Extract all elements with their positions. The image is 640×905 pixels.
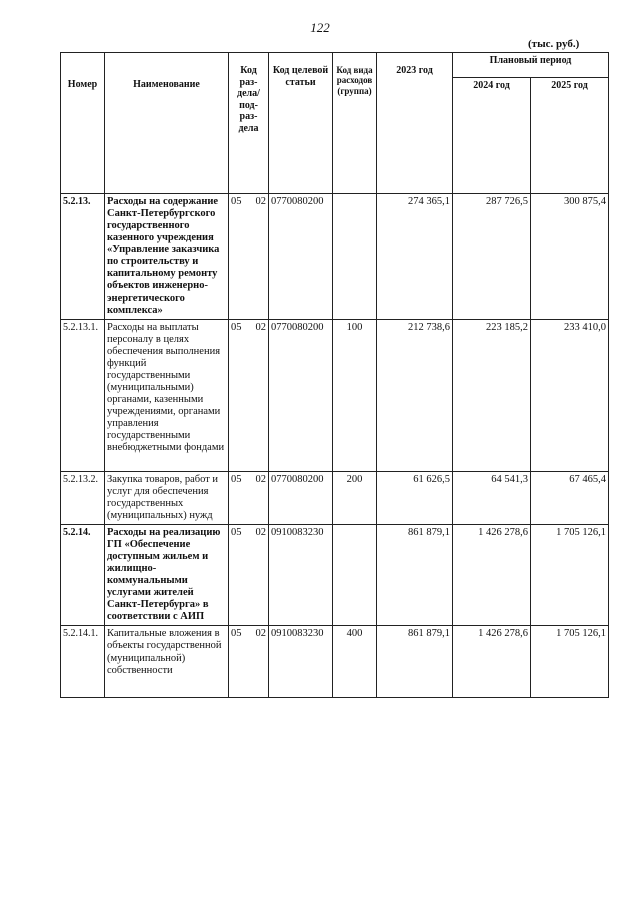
row-value-2023: 861 879,1 <box>377 626 453 698</box>
header-name: Наименование <box>105 53 229 194</box>
section-code: 05 <box>231 526 242 538</box>
row-section <box>229 319 269 471</box>
row-number: 5.2.13.2. <box>61 471 105 524</box>
row-name: Закупка товаров, работ и услуг для обеспечения государственных (муниципальных) нужд <box>105 471 229 524</box>
row-value-2025: 300 875,4 <box>531 194 609 320</box>
row-target-code: 0910083230 <box>269 626 333 698</box>
row-target-code: 0770080200 <box>269 319 333 471</box>
row-expense-type: 100 <box>333 319 377 471</box>
row-name: Расходы на выплаты персоналу в целях обеспечения выполнения функций государственными (муниципальными) органами, казенными учреждениями, органами управления государственными внебюджетными фондами <box>105 319 229 471</box>
row-target-code: 0770080200 <box>269 471 333 524</box>
header-section-code: Код раз-дела/ под-раз-дела <box>229 53 269 194</box>
header-year-2023: 2023 год <box>377 53 453 194</box>
row-value-2025: 1 705 126,1 <box>531 626 609 698</box>
row-value-2024: 223 185,2 <box>453 319 531 471</box>
page-number: 122 <box>310 20 330 35</box>
row-value-2024: 64 541,3 <box>453 471 531 524</box>
row-target-code: 0770080200 <box>269 194 333 320</box>
row-name: Расходы на содержание Санкт-Петербургского государственного казенного учреждения «Управление заказчика по строительству и капитальному ремонту объектов инженерно-энергетического комплекса» <box>105 194 229 320</box>
row-section <box>229 471 269 524</box>
row-section <box>229 626 269 698</box>
row-value-2023: 61 626,5 <box>377 471 453 524</box>
row-target-code: 0910083230 <box>269 524 333 626</box>
row-number: 5.2.14. <box>61 524 105 626</box>
header-year-2024: 2024 год <box>453 77 531 193</box>
table-row <box>61 626 609 698</box>
row-value-2023: 861 879,1 <box>377 524 453 626</box>
table-row <box>61 194 609 320</box>
row-number: 5.2.13. <box>61 194 105 320</box>
subsection-code: 02 <box>255 628 266 640</box>
row-expense-type <box>333 524 377 626</box>
row-value-2023: 212 738,6 <box>377 319 453 471</box>
row-value-2025: 233 410,0 <box>531 319 609 471</box>
row-number: 5.2.13.1. <box>61 319 105 471</box>
subsection-code: 02 <box>255 473 266 485</box>
row-value-2024: 1 426 278,6 <box>453 524 531 626</box>
units-label: (тыс. руб.) <box>528 38 580 50</box>
table-header <box>61 53 609 194</box>
table-row <box>61 471 609 524</box>
row-number: 5.2.14.1. <box>61 626 105 698</box>
row-value-2025: 67 465,4 <box>531 471 609 524</box>
table-row <box>61 319 609 471</box>
row-value-2024: 1 426 278,6 <box>453 626 531 698</box>
row-name: Капитальные вложения в объекты государственной (муниципальной) собственности <box>105 626 229 698</box>
subsection-code: 02 <box>255 526 266 538</box>
row-value-2023: 274 365,1 <box>377 194 453 320</box>
table-body <box>61 194 609 698</box>
section-code: 05 <box>231 321 242 333</box>
header-plan-period: Плановый период <box>453 53 609 78</box>
header-number: Номер <box>61 53 105 194</box>
subsection-code: 02 <box>255 321 266 333</box>
row-expense-type <box>333 194 377 320</box>
budget-table <box>60 52 609 698</box>
row-expense-type: 200 <box>333 471 377 524</box>
table-row <box>61 524 609 626</box>
header-year-2025: 2025 год <box>531 77 609 193</box>
header-target-code: Код целевой статьи <box>269 53 333 194</box>
section-code: 05 <box>231 628 242 640</box>
row-section <box>229 194 269 320</box>
section-code: 05 <box>231 473 242 485</box>
row-value-2024: 287 726,5 <box>453 194 531 320</box>
subsection-code: 02 <box>255 196 266 207</box>
row-name: Расходы на реализацию ГП «Обеспечение доступным жильем и жилищно-коммунальными услугами жителей Санкт-Петербурга» в соответствии с АИП <box>105 524 229 626</box>
row-value-2025: 1 705 126,1 <box>531 524 609 626</box>
header-expense-type: Код вида расходов (группа) <box>333 53 377 194</box>
row-section <box>229 524 269 626</box>
section-code: 05 <box>231 196 242 207</box>
row-expense-type: 400 <box>333 626 377 698</box>
